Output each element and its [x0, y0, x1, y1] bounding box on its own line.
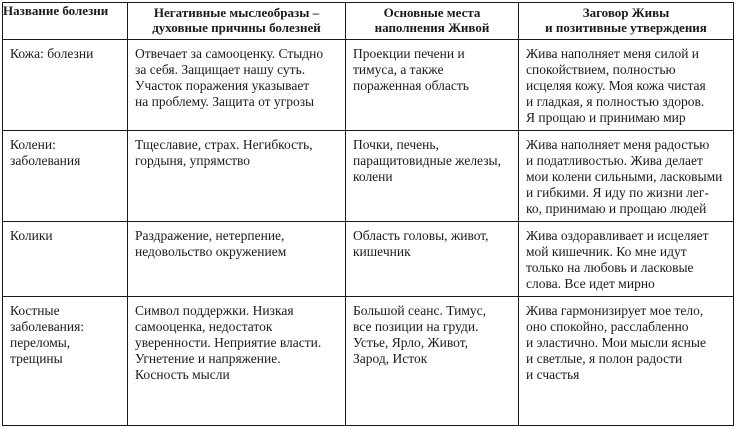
cell-disease-name: Колени: заболевания: [3, 131, 128, 222]
cell-negative-thoughts: Раздражение, нетерпение, недовольство окружением: [128, 222, 346, 297]
cell-affirmation: Жива гармонизирует мое тело, оно спокойно, расслабленно и эластично. Мои мысли ясные и светлые, я полон радости и счастья: [519, 297, 734, 426]
cell-disease-name: Колики: [3, 222, 128, 297]
cell-negative-thoughts: Отвечает за самооценку. Стыдно за себя. Защищает нашу суть. Участок поражения указывает на проблему. Защита от угрозы: [128, 40, 346, 131]
table-header-row: [3, 3, 734, 40]
cell-filling-places: Почки, печень, паращитовидные железы, колени: [346, 131, 519, 222]
disease-table: [2, 2, 734, 426]
header-negative-thoughts: Негативные мыслеобразы – духовные причины болезней: [128, 3, 346, 40]
cell-filling-places: Область головы, живот, кишечник: [346, 222, 519, 297]
header-filling-places: Основные места наполнения Живой: [346, 3, 519, 40]
cell-disease-name: Костные заболевания: переломы, трещины: [3, 297, 128, 426]
header-affirmations: Заговор Живы и позитивные утверждения: [519, 3, 734, 40]
table-row: [3, 297, 734, 426]
table-row: [3, 222, 734, 297]
table-row: [3, 131, 734, 222]
cell-affirmation: Жива наполняет меня силой и спокойствием, полностью исцеляя кожу. Моя кожа чистая и гладкая, я полностью здоров. Я прощаю и принимаю мир: [519, 40, 734, 131]
header-disease-name: Название болезни: [3, 3, 128, 40]
cell-filling-places: Проекции печени и тимуса, а также пораженная область: [346, 40, 519, 131]
table-row: [3, 40, 734, 131]
cell-negative-thoughts: Символ поддержки. Низкая самооценка, недостаток уверенности. Неприятие власти. Угнетение и напряжение. Косность мысли: [128, 297, 346, 426]
cell-disease-name: Кожа: болезни: [3, 40, 128, 131]
cell-filling-places: Большой сеанс. Тимус, все позиции на груди. Устье, Ярло, Живот, Зарод, Исток: [346, 297, 519, 426]
cell-affirmation: Жива наполняет меня радостью и податливостью. Жива делает мои колени сильными, ласковыми и гибкими. Я иду по жизни лег- ко, принимаю и прощаю людей: [519, 131, 734, 222]
cell-negative-thoughts: Тщеславие, страх. Негибкость, гордыня, упрямство: [128, 131, 346, 222]
cell-affirmation: Жива оздоравливает и исцеляет мой кишечник. Ко мне идут только на любовь и ласковые слова. Все идет мирно: [519, 222, 734, 297]
